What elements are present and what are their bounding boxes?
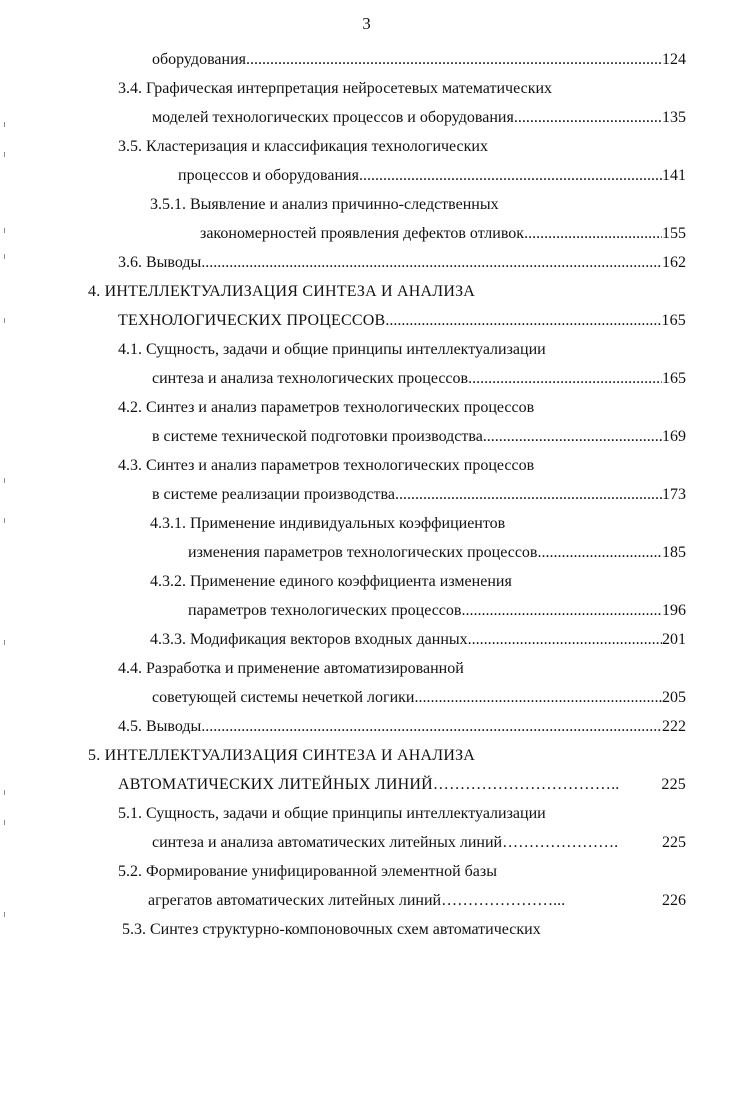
toc-page-number: 225 <box>661 776 686 793</box>
toc-entry-text: 5.1. Сущность, задачи и общие принципы интеллектуализации <box>118 805 546 822</box>
toc-page-number: 201 <box>662 631 686 648</box>
scan-mark <box>4 518 8 523</box>
toc-entry-text: процессов и оборудования <box>178 167 359 184</box>
toc-line <box>148 891 686 911</box>
toc-entry-text: 4.3. Синтез и анализ параметров технологических процессов <box>118 457 535 474</box>
toc-page-number: 196 <box>662 602 686 619</box>
toc-page-number: 124 <box>662 51 686 68</box>
scan-mark <box>4 478 8 483</box>
toc-entry-text: 3.6. Выводы <box>118 254 202 271</box>
toc-leader-dots: …………………... <box>441 892 566 909</box>
toc-entry-text: 3.5. Кластеризация и классификация технологических <box>118 138 488 155</box>
toc-entry-text: 3.4. Графическая интерпретация нейросетевых математических <box>118 80 553 97</box>
toc-line <box>118 456 534 476</box>
scan-mark <box>4 790 8 795</box>
toc-leader-dots <box>514 108 662 128</box>
toc-entry-text: 4.3.1. Применение индивидуальных коэффициентов <box>150 515 506 532</box>
toc-line <box>150 630 686 650</box>
toc-page-number: 173 <box>662 486 686 503</box>
toc-entry-text: агрегатов автоматических литейных линий <box>148 892 442 909</box>
toc-entry-text: 4. ИНТЕЛЛЕКТУАЛИЗАЦИЯ СИНТЕЗА И АНАЛИЗА <box>88 283 476 300</box>
toc-entry-text: изменения параметров технологических процессов <box>188 544 538 561</box>
scan-mark <box>4 122 8 127</box>
toc-page-number: 169 <box>662 428 686 445</box>
scan-mark <box>4 820 8 825</box>
toc-leader-dots <box>537 543 662 563</box>
toc-entry-text: синтеза и анализа технологических процессов <box>152 370 469 387</box>
toc-line <box>152 485 686 505</box>
toc-line <box>118 253 686 273</box>
toc-line <box>188 543 686 563</box>
toc-line <box>150 195 499 215</box>
scan-mark <box>4 912 8 917</box>
toc-entry-text: 4.3.3. Модификация векторов входных данных <box>150 631 468 648</box>
scan-mark <box>4 318 8 323</box>
toc-entry-text: в системе реализации производства <box>152 486 395 503</box>
toc-page-number: 165 <box>662 370 686 387</box>
toc-page-number: 185 <box>662 544 686 561</box>
toc-entry-text: синтеза и анализа автоматических литейных линий <box>152 834 503 851</box>
toc-leader-dots <box>415 688 663 708</box>
page-number: 3 <box>362 14 371 33</box>
toc-line <box>200 224 686 244</box>
toc-leader-dots <box>201 253 662 273</box>
toc-line <box>118 311 686 331</box>
toc-leader-dots <box>461 601 662 621</box>
toc-page-number: 162 <box>662 254 686 271</box>
toc-leader-dots <box>524 224 662 244</box>
toc-entry-text: оборудования <box>152 51 246 68</box>
toc-leader-dots <box>385 311 661 331</box>
toc-line <box>152 108 686 128</box>
toc-page-number: 135 <box>662 109 686 126</box>
toc-line <box>88 282 475 302</box>
toc-page-number: 165 <box>661 312 686 329</box>
toc-entry-text: АВТОМАТИЧЕСКИХ ЛИТЕЙНЫХ ЛИНИЙ <box>118 776 433 793</box>
toc-line <box>188 601 686 621</box>
toc-line <box>150 514 505 534</box>
scan-mark <box>4 640 8 645</box>
toc-line <box>118 659 464 679</box>
toc-entry-text: параметров технологических процессов <box>188 602 462 619</box>
toc-leader-dots: …………………………….. <box>432 776 620 793</box>
toc-entry-text: ТЕХНОЛОГИЧЕСКИХ ПРОЦЕССОВ <box>118 312 386 329</box>
scan-mark <box>4 152 8 157</box>
toc-entry-text: советующей системы нечеткой логики <box>152 689 415 706</box>
toc-leader-dots <box>201 717 662 737</box>
toc-line <box>118 804 546 824</box>
toc-line <box>118 79 552 99</box>
toc-leader-dots <box>359 166 662 186</box>
toc-page-number: 205 <box>662 689 686 706</box>
toc-entry-text: 3.5.1. Выявление и анализ причинно-следственных <box>150 196 499 213</box>
toc-leader-dots <box>468 630 662 650</box>
toc-line <box>150 572 512 592</box>
toc-leader-dots <box>483 427 662 447</box>
scan-mark <box>4 228 8 233</box>
toc-line <box>118 340 546 360</box>
toc-line <box>118 398 534 418</box>
toc-line <box>118 862 497 882</box>
toc-page-number: 141 <box>662 167 686 184</box>
toc-line <box>118 137 488 157</box>
toc-page-number: 226 <box>662 892 686 909</box>
toc-entry-text: 4.2. Синтез и анализ параметров технологических процессов <box>118 399 535 416</box>
toc-entry-text: 5.3. Синтез структурно-компоновочных схем автоматических <box>122 921 541 938</box>
toc-entry-text: 4.4. Разработка и применение автоматизированной <box>118 660 464 677</box>
toc-line <box>152 833 686 853</box>
toc-line <box>152 688 686 708</box>
toc-line <box>152 427 686 447</box>
toc-entry-text: в системе технической подготовки производства <box>152 428 483 445</box>
toc-leader-dots <box>468 369 662 389</box>
toc-page-number: 225 <box>662 834 686 851</box>
toc-entry-text: 4.3.2. Применение единого коэффициента изменения <box>150 573 512 590</box>
toc-entry-text: моделей технологических процессов и оборудования <box>152 109 514 126</box>
toc-line <box>88 746 475 766</box>
toc-leader-dots <box>395 485 662 505</box>
toc-entry-text: 5.2. Формирование унифицированной элементной базы <box>118 863 497 880</box>
toc-entry-text: 4.1. Сущность, задачи и общие принципы интеллектуализации <box>118 341 546 358</box>
toc-leader-dots <box>246 50 662 70</box>
toc-entry-text: закономерностей проявления дефектов отливок <box>200 225 525 242</box>
toc-line <box>118 717 686 737</box>
toc-line <box>122 920 541 940</box>
toc-page-number: 155 <box>662 225 686 242</box>
toc-line <box>152 369 686 389</box>
toc-entry-text: 5. ИНТЕЛЛЕКТУАЛИЗАЦИЯ СИНТЕЗА И АНАЛИЗА <box>88 747 476 764</box>
toc-line <box>178 166 686 186</box>
toc-line <box>118 775 686 795</box>
toc-entry-text: 4.5. Выводы <box>118 718 202 735</box>
toc-page-number: 222 <box>662 718 686 735</box>
toc-line <box>152 50 686 70</box>
scan-mark <box>4 254 8 259</box>
toc-leader-dots: …………………. <box>502 834 619 851</box>
